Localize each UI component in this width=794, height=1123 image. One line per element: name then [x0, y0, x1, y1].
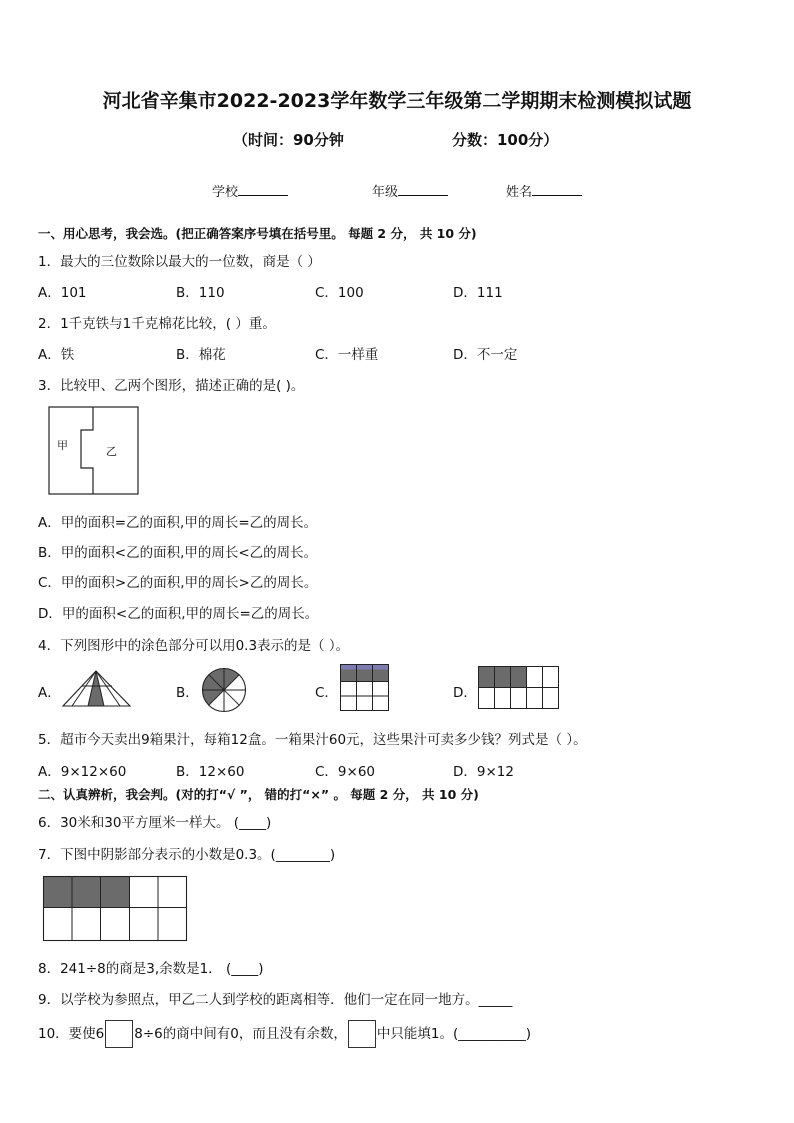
- exam-title: 河北省辛集市2022-2023学年数学三年级第二学期期末检测模拟试题: [102, 90, 692, 112]
- name-field[interactable]: [506, 181, 582, 200]
- q10-digit-box-2[interactable]: [348, 1020, 376, 1048]
- q4-option-b[interactable]: B．: [176, 685, 199, 701]
- q1-option-d[interactable]: D．111: [453, 285, 503, 301]
- q10-text-c: 中只能填1。(__________): [376, 1026, 531, 1042]
- q10-text-a: 10．要使6: [38, 1026, 105, 1042]
- exam-score: 分数：100分）: [452, 131, 559, 149]
- q10-text-b: 8÷6的商中间有0，而且没有余数，: [134, 1026, 347, 1042]
- section1-heading: 一、用心思考，我会选。(把正确答案序号填在括号里。 每题 2 分， 共 10 分): [38, 226, 477, 241]
- q3-option-b[interactable]: B．甲的面积<乙的面积,甲的周长<乙的周长。: [38, 545, 318, 561]
- q3-option-a[interactable]: A．甲的面积=乙的面积,甲的周长=乙的周长。: [38, 515, 318, 531]
- grade-blank[interactable]: [398, 181, 448, 196]
- question-5: 5．超市今天卖出9箱果汁，每箱12盒。一箱果汁60元，这些果汁可卖多少钱？列式是（ ）。: [38, 732, 587, 748]
- q7-grid-figure: [43, 876, 189, 942]
- q4-grid-c-figure: [340, 664, 390, 712]
- question-9: 9．以学校为参照点，甲乙二人到学校的距离相等．他们一定在同一地方。_____: [38, 992, 513, 1008]
- grade-label: 年级: [372, 185, 399, 200]
- question-6: 6．30米和30平方厘米一样大。 (____): [38, 815, 272, 831]
- school-blank[interactable]: [238, 181, 288, 196]
- grade-field[interactable]: [372, 181, 448, 200]
- exam-time: （时间：90分钟: [233, 131, 344, 149]
- q2-option-d[interactable]: D．不一定: [453, 347, 518, 363]
- q5-option-b[interactable]: B．12×60: [176, 764, 245, 780]
- question-2: 2．1千克铁与1千克棉花比较，( ）重。: [38, 316, 276, 332]
- school-label: 学校: [212, 185, 239, 200]
- q1-option-c[interactable]: C．100: [315, 285, 364, 301]
- q5-option-c[interactable]: C．9×60: [315, 764, 376, 780]
- q4-triangle-figure: [62, 670, 132, 708]
- q4-circle-figure: [201, 667, 247, 713]
- question-3: 3．比较甲、乙两个图形，描述正确的是( )。: [38, 378, 305, 394]
- q2-option-c[interactable]: C．一样重: [315, 347, 379, 363]
- figure-label-jia: 甲: [57, 439, 68, 452]
- figure-label-yi: 乙: [106, 445, 117, 458]
- name-label: 姓名: [506, 185, 533, 200]
- school-field[interactable]: [212, 181, 288, 200]
- q4-grid-d-figure: [478, 666, 560, 710]
- q5-option-d[interactable]: D．9×12: [453, 764, 514, 780]
- q4-option-c[interactable]: C．: [315, 685, 338, 701]
- section2-heading: 二、认真辨析，我会判。(对的打“√ ”， 错的打“×” 。 每题 2 分， 共 10 分): [38, 787, 479, 802]
- question-7: 7．下图中阴影部分表示的小数是0.3。(________): [38, 847, 336, 863]
- q1-option-b[interactable]: B．110: [176, 285, 225, 301]
- q10-digit-box-1[interactable]: [105, 1020, 133, 1048]
- q1-option-a[interactable]: A．101: [38, 285, 87, 301]
- q4-option-a[interactable]: A．: [38, 685, 61, 701]
- question-8: 8．241÷8的商是3,余数是1． (____): [38, 961, 264, 977]
- q5-option-a[interactable]: A．9×12×60: [38, 764, 127, 780]
- q2-option-a[interactable]: A．铁: [38, 347, 75, 363]
- question-4: 4．下列图形中的涂色部分可以用0.3表示的是（ ）。: [38, 638, 350, 654]
- question-10: [38, 1020, 531, 1048]
- q4-option-d[interactable]: D．: [453, 685, 477, 701]
- q3-option-d[interactable]: D．甲的面积<乙的面积,甲的周长=乙的周长。: [38, 606, 319, 622]
- q3-option-c[interactable]: C．甲的面积>乙的面积,甲的周长>乙的周长。: [38, 575, 318, 591]
- q2-option-b[interactable]: B．棉花: [176, 347, 226, 363]
- question-1: 1．最大的三位数除以最大的一位数，商是（ ）: [38, 254, 321, 270]
- name-blank[interactable]: [532, 181, 582, 196]
